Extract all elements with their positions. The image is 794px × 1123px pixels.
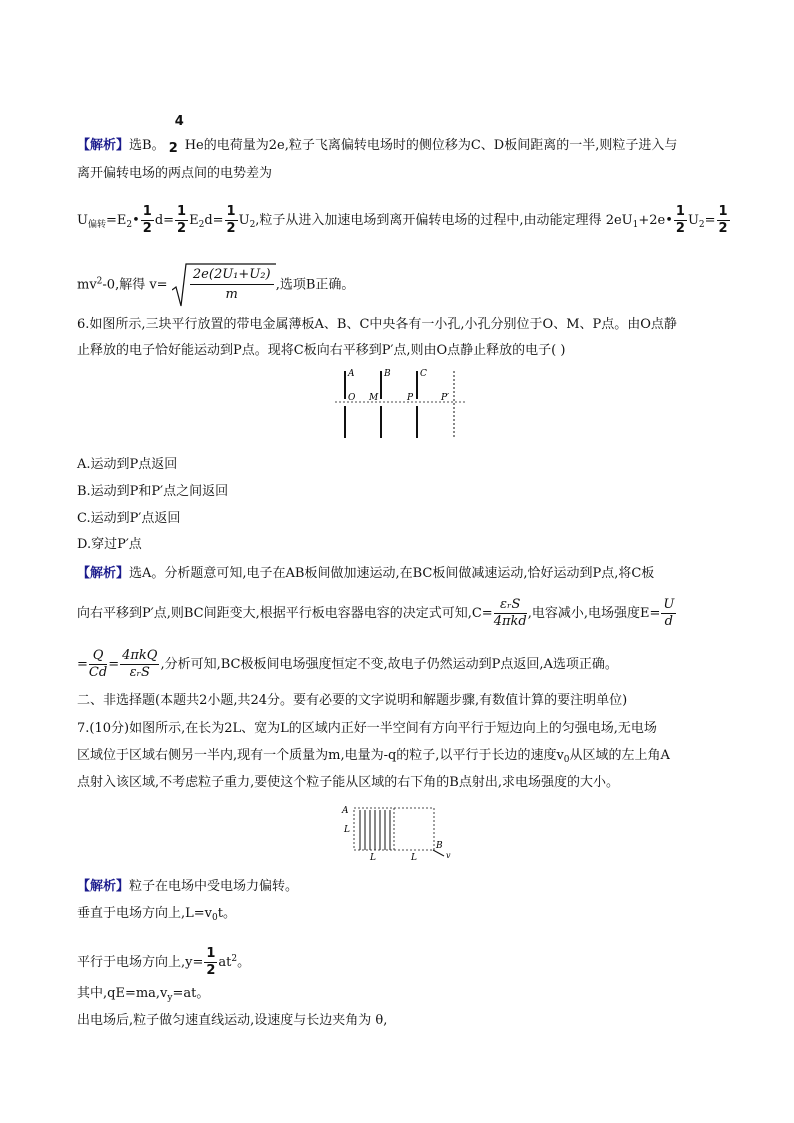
- fraction-capacitance: $\frac{\text{εᵣS}}{\text{4πkd}}$: [493, 597, 527, 629]
- label-l-side: L: [344, 825, 350, 835]
- label-o: O: [348, 393, 356, 403]
- label-m: M: [369, 393, 379, 403]
- plate-a: [344, 371, 346, 438]
- label-l-right: L: [411, 853, 417, 862]
- label-a: A: [342, 806, 349, 816]
- analysis-6-line-1: 【解析】选A。分析题意可知,电子在AB板间做加速运动,在BC板间做减速运动,恰好运动到P点,将C板: [77, 566, 655, 581]
- analysis-7-line-4: 其中$,qE=ma,v_y=at$。: [77, 986, 210, 1003]
- analysis-6-line-3: = $\frac{Q}{Cd}$ = $\frac{\text{4πkQ}}{\text{εᵣS}}$ ,分析可知,BC极板间电场强度恒定不变,故电子仍然运动到P点返回,A选项正确。: [77, 648, 618, 680]
- fraction-4pikq: $\frac{\text{4πkQ}}{\text{εᵣS}}$: [122, 648, 158, 680]
- label-c: C: [420, 369, 427, 379]
- question-7-text-cont: 区域位于区域右侧另一半内,现有一个质量为m,电量为-q的粒子,以平行于长边的速度$v_0$从区域的左上角A: [77, 748, 670, 765]
- fraction-half: $\frac{1}{2}$: [226, 204, 236, 236]
- analysis-7-line-1: 【解析】粒子在电场中受电场力偏转。: [77, 879, 299, 894]
- fraction-half: $\frac{1}{2}$: [142, 204, 152, 236]
- label-b: B: [436, 841, 443, 851]
- formula-line-velocity: $mv^2-0$,解得 v= $\frac{\text{2e(2U₁+U₂)}}{m}$ ,选项B正确。: [77, 262, 354, 308]
- plate-c: [416, 371, 418, 438]
- analysis-6-line-2: 向右平移到P′点,则BC间距变大,根据平行板电容器电容的决定式可知,C= $\frac{\text{εᵣS}}{\text{4πkd}}$ ,电容减小,电场强度E= $\frac{U}{d}$: [77, 597, 675, 629]
- analysis-paragraph-1: 【解析】选B。 4 2 He的电荷量为2e,粒子飞离偏转电场时的侧位移为C、D板间距离的一半,则粒子进入与: [77, 114, 678, 156]
- fraction-q-over-cd: $\frac{Q}{Cd}$: [88, 648, 108, 680]
- fraction-u-over-d: $\frac{U}{d}$: [663, 597, 675, 629]
- analysis-7-line-3: 平行于电场方向上,y= $\frac{1}{2}$ $at^2$。: [77, 946, 251, 978]
- label-p-prime: P′: [441, 393, 450, 403]
- sqrt-expression: $\frac{\text{2e(2U₁+U₂)}}{m}$: [172, 262, 276, 308]
- label-a: A: [348, 369, 355, 379]
- question-7-text-cont-2: 点射入该区域,不考虑粒子重力,要使这个粒子能从区域的右下角的B点射出,求电场强度的大小。: [77, 775, 619, 790]
- option-a: A.运动到P点返回: [77, 457, 178, 472]
- helium-isotope: 4 2: [168, 114, 184, 156]
- label-p: P: [407, 393, 414, 403]
- formula-line-deflection: $U_{偏转}=E_2•$ $\frac{1}{2}$ d= $\frac{1}{2}$ $E_2d=$ $\frac{1}{2}$ $U_2$,粒子从进入加速电场到离开偏转电场的过程中,由动能定理得 $2eU_1+2e•$ $\frac{1}{2}$ $U_2=$ $\frac{1}{2}$: [77, 204, 728, 236]
- option-b: B.运动到P和P′点之间返回: [77, 484, 229, 499]
- option-c: C.运动到P′点返回: [77, 511, 181, 526]
- label-l-left: L: [370, 853, 376, 862]
- option-d: D.穿过P′点: [77, 537, 142, 552]
- question-6-text-cont: 止释放的电子恰好能运动到P点。现将C板向右平移到P′点,则由O点静止释放的电子( ): [77, 343, 566, 358]
- section-2-heading: 二、非选择题(本题共2小题,共24分。要有必要的文字说明和解题步骤,有数值计算的要注明单位): [77, 693, 628, 708]
- field-lines: [360, 810, 390, 850]
- analysis-7-line-2: 垂直于电场方向上$,L=v_0t$。: [77, 906, 236, 923]
- analysis-tag: 【解析】: [77, 138, 130, 153]
- analysis-7-line-5: 出电场后,粒子做匀速直线运动,设速度与长边夹角为 θ,: [77, 1013, 388, 1028]
- question-7-text: 7.(10分)如图所示,在长为2L、宽为L的区域内正好一半空间有方向平行于短边向上的匀强电场,无电场: [77, 721, 657, 736]
- figure-three-plates: [335, 366, 465, 440]
- label-v: v: [446, 851, 451, 860]
- analysis-paragraph-1-cont: 离开偏转电场的两点间的电势差为: [77, 166, 273, 181]
- question-6-text: 6.如图所示,三块平行放置的带电金属薄板A、B、C中央各有一小孔,小孔分别位于O、M、P点。由O点静: [77, 317, 677, 332]
- label-b: B: [384, 369, 391, 379]
- fraction-half: $\frac{1}{2}$: [718, 204, 728, 236]
- fraction-half: $\frac{1}{2}$: [206, 946, 216, 978]
- fraction-half: $\frac{1}{2}$: [177, 204, 187, 236]
- fraction-half: $\frac{1}{2}$: [675, 204, 685, 236]
- figure-field-region: [340, 804, 460, 862]
- plate-b: [380, 371, 382, 438]
